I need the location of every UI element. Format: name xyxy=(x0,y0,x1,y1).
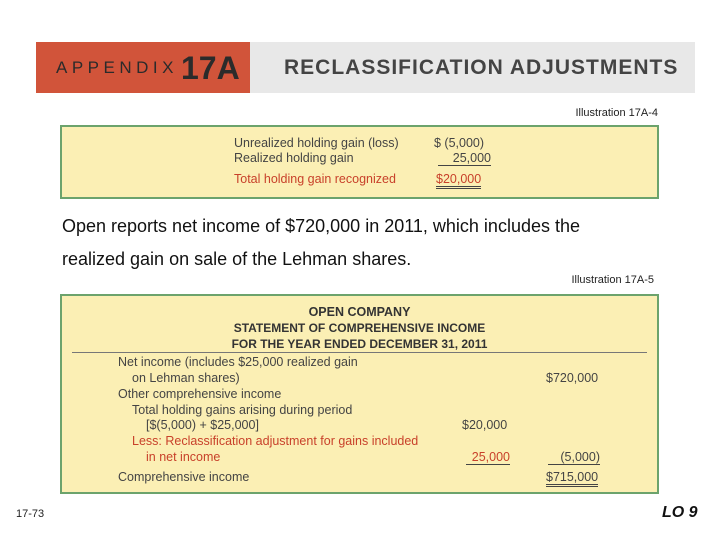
reclassification-line-1: Less: Reclassification adjustment for gains included xyxy=(132,434,419,448)
banner-title: RECLASSIFICATION ADJUSTMENTS xyxy=(284,56,679,79)
reclassification-line-2: in net income xyxy=(146,450,221,464)
table1-row1-amount: $ (5,000) xyxy=(434,136,485,150)
net-income-line-2: on Lehman shares) xyxy=(132,371,240,385)
comprehensive-income-amount: $715,000 xyxy=(546,470,598,487)
net-income-amount: $720,000 xyxy=(546,371,599,385)
learning-objective: LO 9 xyxy=(662,504,698,521)
table1-row2-amount: 25,000 xyxy=(438,151,491,166)
banner-appendix-word: APPENDIX xyxy=(56,58,178,77)
oci-net-amount: (5,000) xyxy=(548,450,600,465)
banner-appendix-number: 17A xyxy=(181,50,240,86)
table1-row3-label: Total holding gain recognized xyxy=(234,172,396,186)
net-income-line-1: Net income (includes $25,000 realized gain xyxy=(118,355,358,369)
statement-header-rule xyxy=(72,352,647,353)
oci-label: Other comprehensive income xyxy=(118,387,282,401)
holding-gains-amount: $20,000 xyxy=(462,418,508,432)
statement-period: FOR THE YEAR ENDED DECEMBER 31, 2011 xyxy=(231,337,488,351)
appendix-banner xyxy=(36,42,695,93)
slide-number: 17-73 xyxy=(16,508,45,520)
holding-gain-table xyxy=(60,125,659,199)
table1-row2-label: Realized holding gain xyxy=(234,151,354,165)
statement-title: STATEMENT OF COMPREHENSIVE INCOME xyxy=(233,321,486,335)
table1-row3-amount: $20,000 xyxy=(436,172,481,189)
paragraph-line-1: Open reports net income of $720,000 in 2011, which includes the xyxy=(62,216,581,236)
holding-gains-line-1: Total holding gains arising during period xyxy=(132,403,353,417)
reclassification-amount: 25,000 xyxy=(466,450,510,465)
holding-gains-line-2: [$(5,000) + $25,000] xyxy=(146,418,259,432)
banner-appendix-block xyxy=(36,42,250,93)
statement-company: OPEN COMPANY xyxy=(308,305,411,319)
comprehensive-income-label: Comprehensive income xyxy=(118,470,250,484)
comprehensive-income-statement xyxy=(60,294,659,494)
table1-row1-label: Unrealized holding gain (loss) xyxy=(234,136,399,150)
illustration-label-2: Illustration 17A-5 xyxy=(571,274,654,286)
paragraph-line-2: realized gain on sale of the Lehman shares. xyxy=(62,249,412,269)
illustration-label-1: Illustration 17A-4 xyxy=(575,107,658,119)
